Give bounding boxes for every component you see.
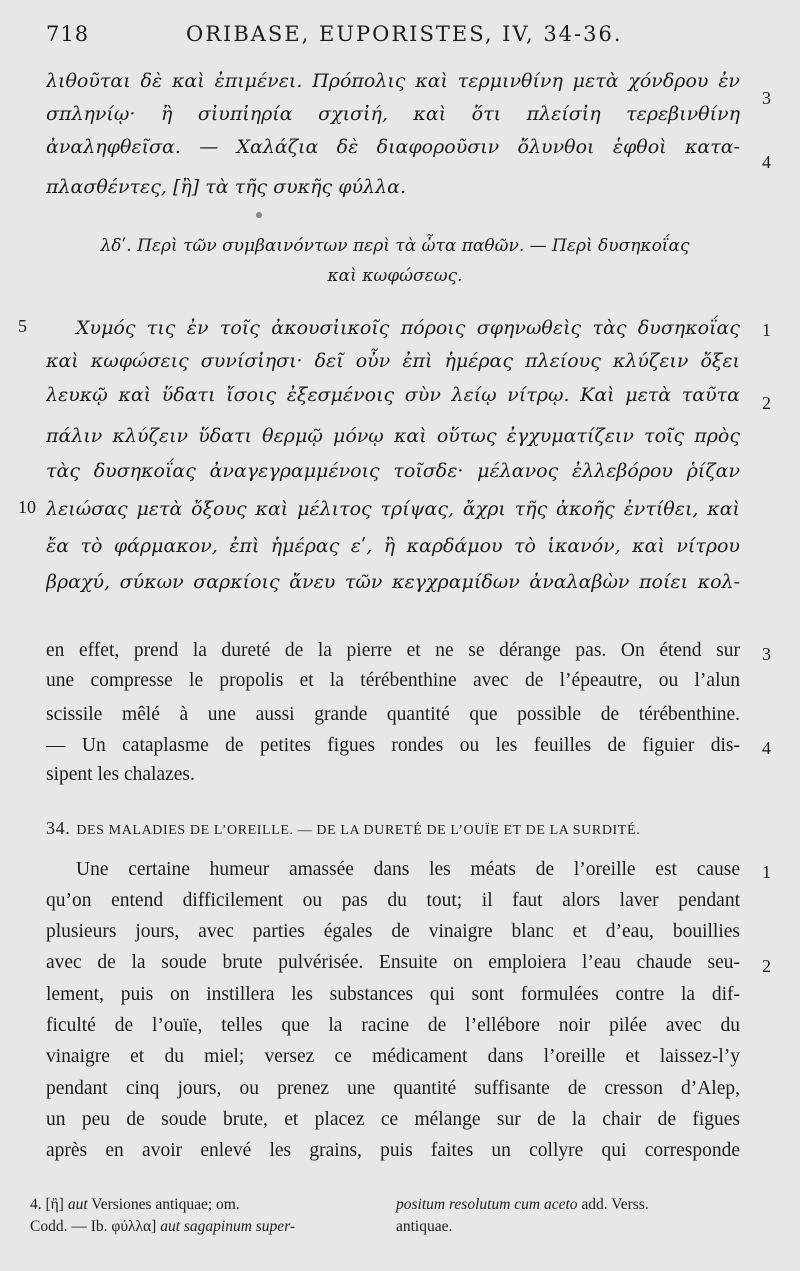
line-number: 1 bbox=[762, 862, 771, 882]
footnote-text: Versiones antiquae; om. bbox=[87, 1196, 240, 1213]
greek-line: τὰς δυσηκοΐας ἀναγεγραμμένοις τοῖσδε· μέλανος ἐλλεβόρου ῥίζαν bbox=[46, 460, 740, 482]
footnote-italic: positum resolutum cum aceto bbox=[396, 1196, 578, 1213]
page-header bbox=[46, 22, 646, 56]
line-number: 1 bbox=[762, 320, 771, 340]
footnote-text: 4. [ἢ] bbox=[30, 1196, 68, 1213]
greek-line: ἔα τὸ φάρμακον, ἐπὶ ἡμέρας εʹ, ἢ καρδάμου τὸ ἱκανόν, καὶ νίτρου bbox=[46, 535, 740, 557]
footnote-italic: aut sagapinum super- bbox=[160, 1218, 296, 1235]
footnote-italic: aut bbox=[67, 1196, 88, 1213]
french-line: — Un cataplasme de petites figues rondes ou les feuilles de figuier dis- bbox=[46, 735, 740, 756]
french-line: avec de la soude brute pulvérisée. Ensuite on emploiera l’eau chaude seu- bbox=[46, 952, 740, 973]
french-line: en effet, prend la dureté de la pierre et ne se dérange pas. On étend sur bbox=[46, 640, 740, 661]
greek-section-heading: λδʹ. Περὶ τῶν συμβαινόντων περὶ τὰ ὦτα παθῶν. — Περὶ δυσηκοΐας bbox=[100, 236, 690, 256]
footnote-text: Codd. — Ib. φύλλα] bbox=[30, 1218, 161, 1235]
greek-section-heading-cont: καὶ κωφώσεως. bbox=[327, 266, 463, 286]
line-number: 3 bbox=[762, 88, 771, 108]
ink-mark bbox=[256, 212, 262, 218]
french-line: pendant cinq jours, ou prenez une quantité suffisante de cresson d’Alep, bbox=[46, 1078, 740, 1099]
greek-line: πλασθέντες, [ἢ] τὰ τῆς συκῆς φύλλα. bbox=[46, 176, 406, 198]
greek-line: ἀναληφθεῖσα. — Χαλάζια δὲ διαφοροῦσιν ὄλυνθοι ἑφθοὶ κατα- bbox=[46, 136, 740, 158]
greek-line: καὶ κωφώσεις συνίσἰησι· δεῖ οὖν ἐπὶ ἡμέρας πλείους κλύζειν ὄξει bbox=[46, 350, 740, 372]
section-title: DES MALADIES DE L’OREILLE. — DE LA DURETÉ DE L’OUÏE ET DE LA SURDITÉ. bbox=[76, 823, 641, 838]
french-line: vinaigre et du miel; versez ce médicament dans l’oreille et laissez-l’y bbox=[46, 1046, 740, 1067]
greek-line: λειώσας μετὰ ὄξους καὶ μέλιτος τρίψας, ἄχρι τῆς ἀκοῆς ἐντίθει, καὶ bbox=[46, 498, 740, 520]
french-line: plusieurs jours, avec parties égales de vinaigre blanc et d’eau, bouillies bbox=[46, 921, 740, 942]
greek-line: λιθοῦται δὲ καὶ ἐπιμένει. Πρόπολις καὶ τερμινθίνη μετὰ χόνδρου ἐν bbox=[46, 70, 740, 92]
line-number: 3 bbox=[762, 644, 771, 664]
line-number: 10 bbox=[18, 497, 36, 517]
greek-line: πάλιν κλύζειν ὕδατι θερμῷ μόνῳ καὶ οὕτως ἐγχυματίζειν τοῖς πρὸς bbox=[46, 425, 740, 447]
footnote-text: add. Verss. bbox=[577, 1196, 649, 1213]
footnote-line bbox=[396, 1194, 776, 1216]
footnote-line: antiquae. bbox=[396, 1218, 453, 1235]
line-number: 2 bbox=[762, 393, 771, 413]
footnote-line bbox=[30, 1216, 390, 1238]
french-line: qu’on entend difficilement ou pas du tout; il faut alors laver pendant bbox=[46, 890, 740, 911]
french-line: après en avoir enlevé les grains, puis faites un collyre qui corresponde bbox=[46, 1140, 740, 1161]
greek-line: βραχύ, σύκων σαρκίοις ἄνευ τῶν κεγχραμίδων ἀναλαβὼν ποίει κολ- bbox=[46, 571, 740, 593]
french-line: un peu de soude brute, et placez ce mélange sur de la chair de figues bbox=[46, 1109, 740, 1130]
page-number: 718 bbox=[46, 22, 90, 46]
greek-line: Χυμός τις ἐν τοῖς ἀκουσἰικοῖς πόροις σφηνωθεὶς τὰς δυσηκοΐας bbox=[76, 317, 740, 339]
line-number: 4 bbox=[762, 738, 771, 758]
french-section-heading bbox=[46, 818, 640, 839]
line-number: 4 bbox=[762, 152, 771, 172]
line-number: 2 bbox=[762, 956, 771, 976]
french-line: Une certaine humeur amassée dans les méats de l’oreille est cause bbox=[76, 859, 740, 880]
line-number: 5 bbox=[18, 316, 27, 336]
french-line: sipent les chalazes. bbox=[46, 764, 195, 785]
french-line: une compresse le propolis et la térébenthine avec de l’épeautre, ou l’alun bbox=[46, 670, 740, 691]
french-line: lement, puis on instillera les substances qui sont formulées contre la dif- bbox=[46, 984, 740, 1005]
footnote-line bbox=[30, 1194, 390, 1216]
french-line: ficulté de l’ouïe, telles que la racine de l’ellébore noir pilée avec du bbox=[46, 1015, 740, 1036]
running-title: ORIBASE, EUPORISTES, IV, 34-36. bbox=[186, 22, 623, 46]
greek-line: λευκῷ καὶ ὕδατι ἴσοις ἐξεσμένοις σὺν λείῳ νίτρῳ. Καὶ μετὰ ταῦτα bbox=[46, 384, 740, 406]
french-line: scissile mêlé à une aussi grande quantité que possible de térébenthine. bbox=[46, 704, 740, 725]
section-number: 34. bbox=[46, 818, 71, 838]
greek-line: σπληνίῳ· ἢ σἰυπἰηρία σχισἰή, καὶ ὅτι πλείσἰη τερεβινθίνη bbox=[46, 103, 740, 125]
